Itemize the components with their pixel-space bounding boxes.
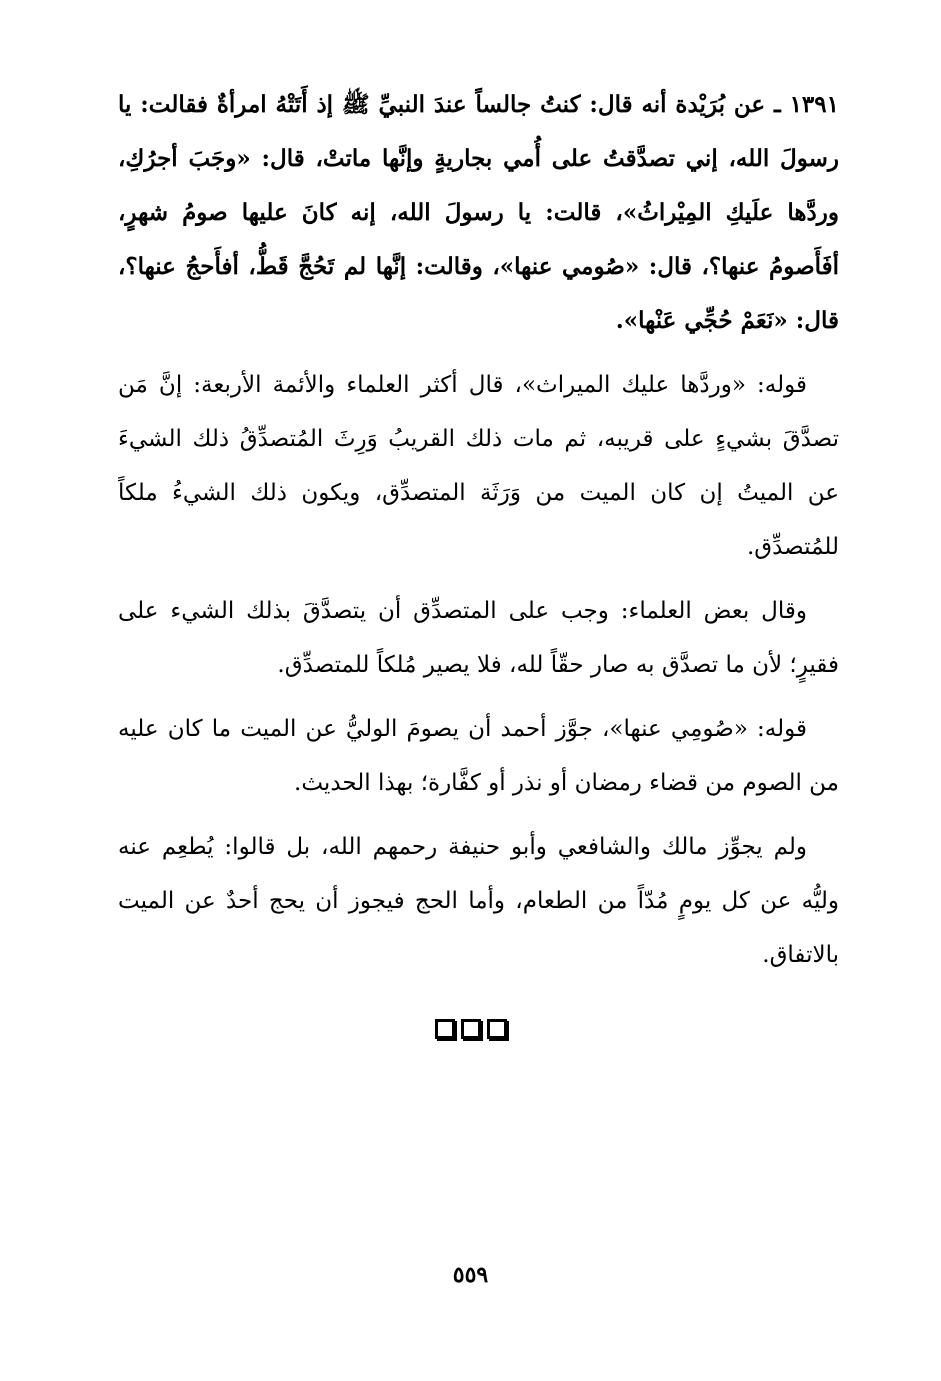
hadith-text: ١٣٩١ ـ عن بُرَيْدة أنه قال: كنتُ جالساً عندَ النبيِّ ﷺ إذ أَتَتْهُ امرأةٌ فقالت: يا رسولَ الله، إني تصدَّقتُ على أُمي بجاريةٍ وإنَّها ماتتْ، قال: «وجَبَ أجرُكِ، وردَّها علَيكِ المِيْراثُ»، قالت: يا رسولَ الله، إنه كانَ عليها صومُ شهرٍ، أفَأَصومُ عنها؟، قال: «صُومي عنها»، وقالت: إنَّها لم تَحُجَّ قَطُّ، أفأَحجُ عنها؟، قال: «نَعَمْ حُجِّي عَنْها». bbox=[118, 91, 839, 334]
square-ornament-icon bbox=[487, 1019, 507, 1039]
commentary-paragraph: ولم يجوِّز مالك والشافعي وأبو حنيفة رحمهم الله، بل قالوا: يُطعِم عنه وليُّه عن كل يومٍ مُدّاً من الطعام، وأما الحج فيجوز أن يحج أحدٌ عن الميت بالاتفاق. bbox=[118, 834, 839, 968]
commentary-paragraph: قوله: «صُومِي عنها»، جوَّز أحمد أن يصومَ الوليُّ عن الميت ما كان عليه من الصوم من قضاء رمضان أو نذر أو كفَّارة؛ بهذا الحديث. bbox=[118, 716, 839, 796]
commentary-paragraph: قوله: «وردَّها عليك الميراث»، قال أكثر العلماء والأئمة الأربعة: إنَّ مَن تصدَّقَ بشيءٍ على قريبه، ثم مات ذلك القريبُ وَرِثَ المُتصدِّقُ ذلك الشيءَ عن الميتُ إن كان الميت من وَرَثَة المتصدِّق، ويكون ذلك الشيءُ ملكاً للمُتصدِّق. bbox=[118, 372, 839, 560]
square-ornament-icon bbox=[461, 1019, 481, 1039]
square-ornament-icon bbox=[435, 1019, 455, 1039]
page-body bbox=[118, 78, 839, 992]
page-number: ٥٥٩ bbox=[452, 1262, 489, 1288]
section-divider-ornament bbox=[0, 1016, 941, 1046]
commentary-paragraph: وقال بعض العلماء: وجب على المتصدِّق أن يتصدَّقَ بذلك الشيء على فقيرٍ؛ لأن ما تصدَّق به صار حقّاً لله، فلا يصير مُلكاً للمتصدِّق. bbox=[118, 598, 839, 678]
